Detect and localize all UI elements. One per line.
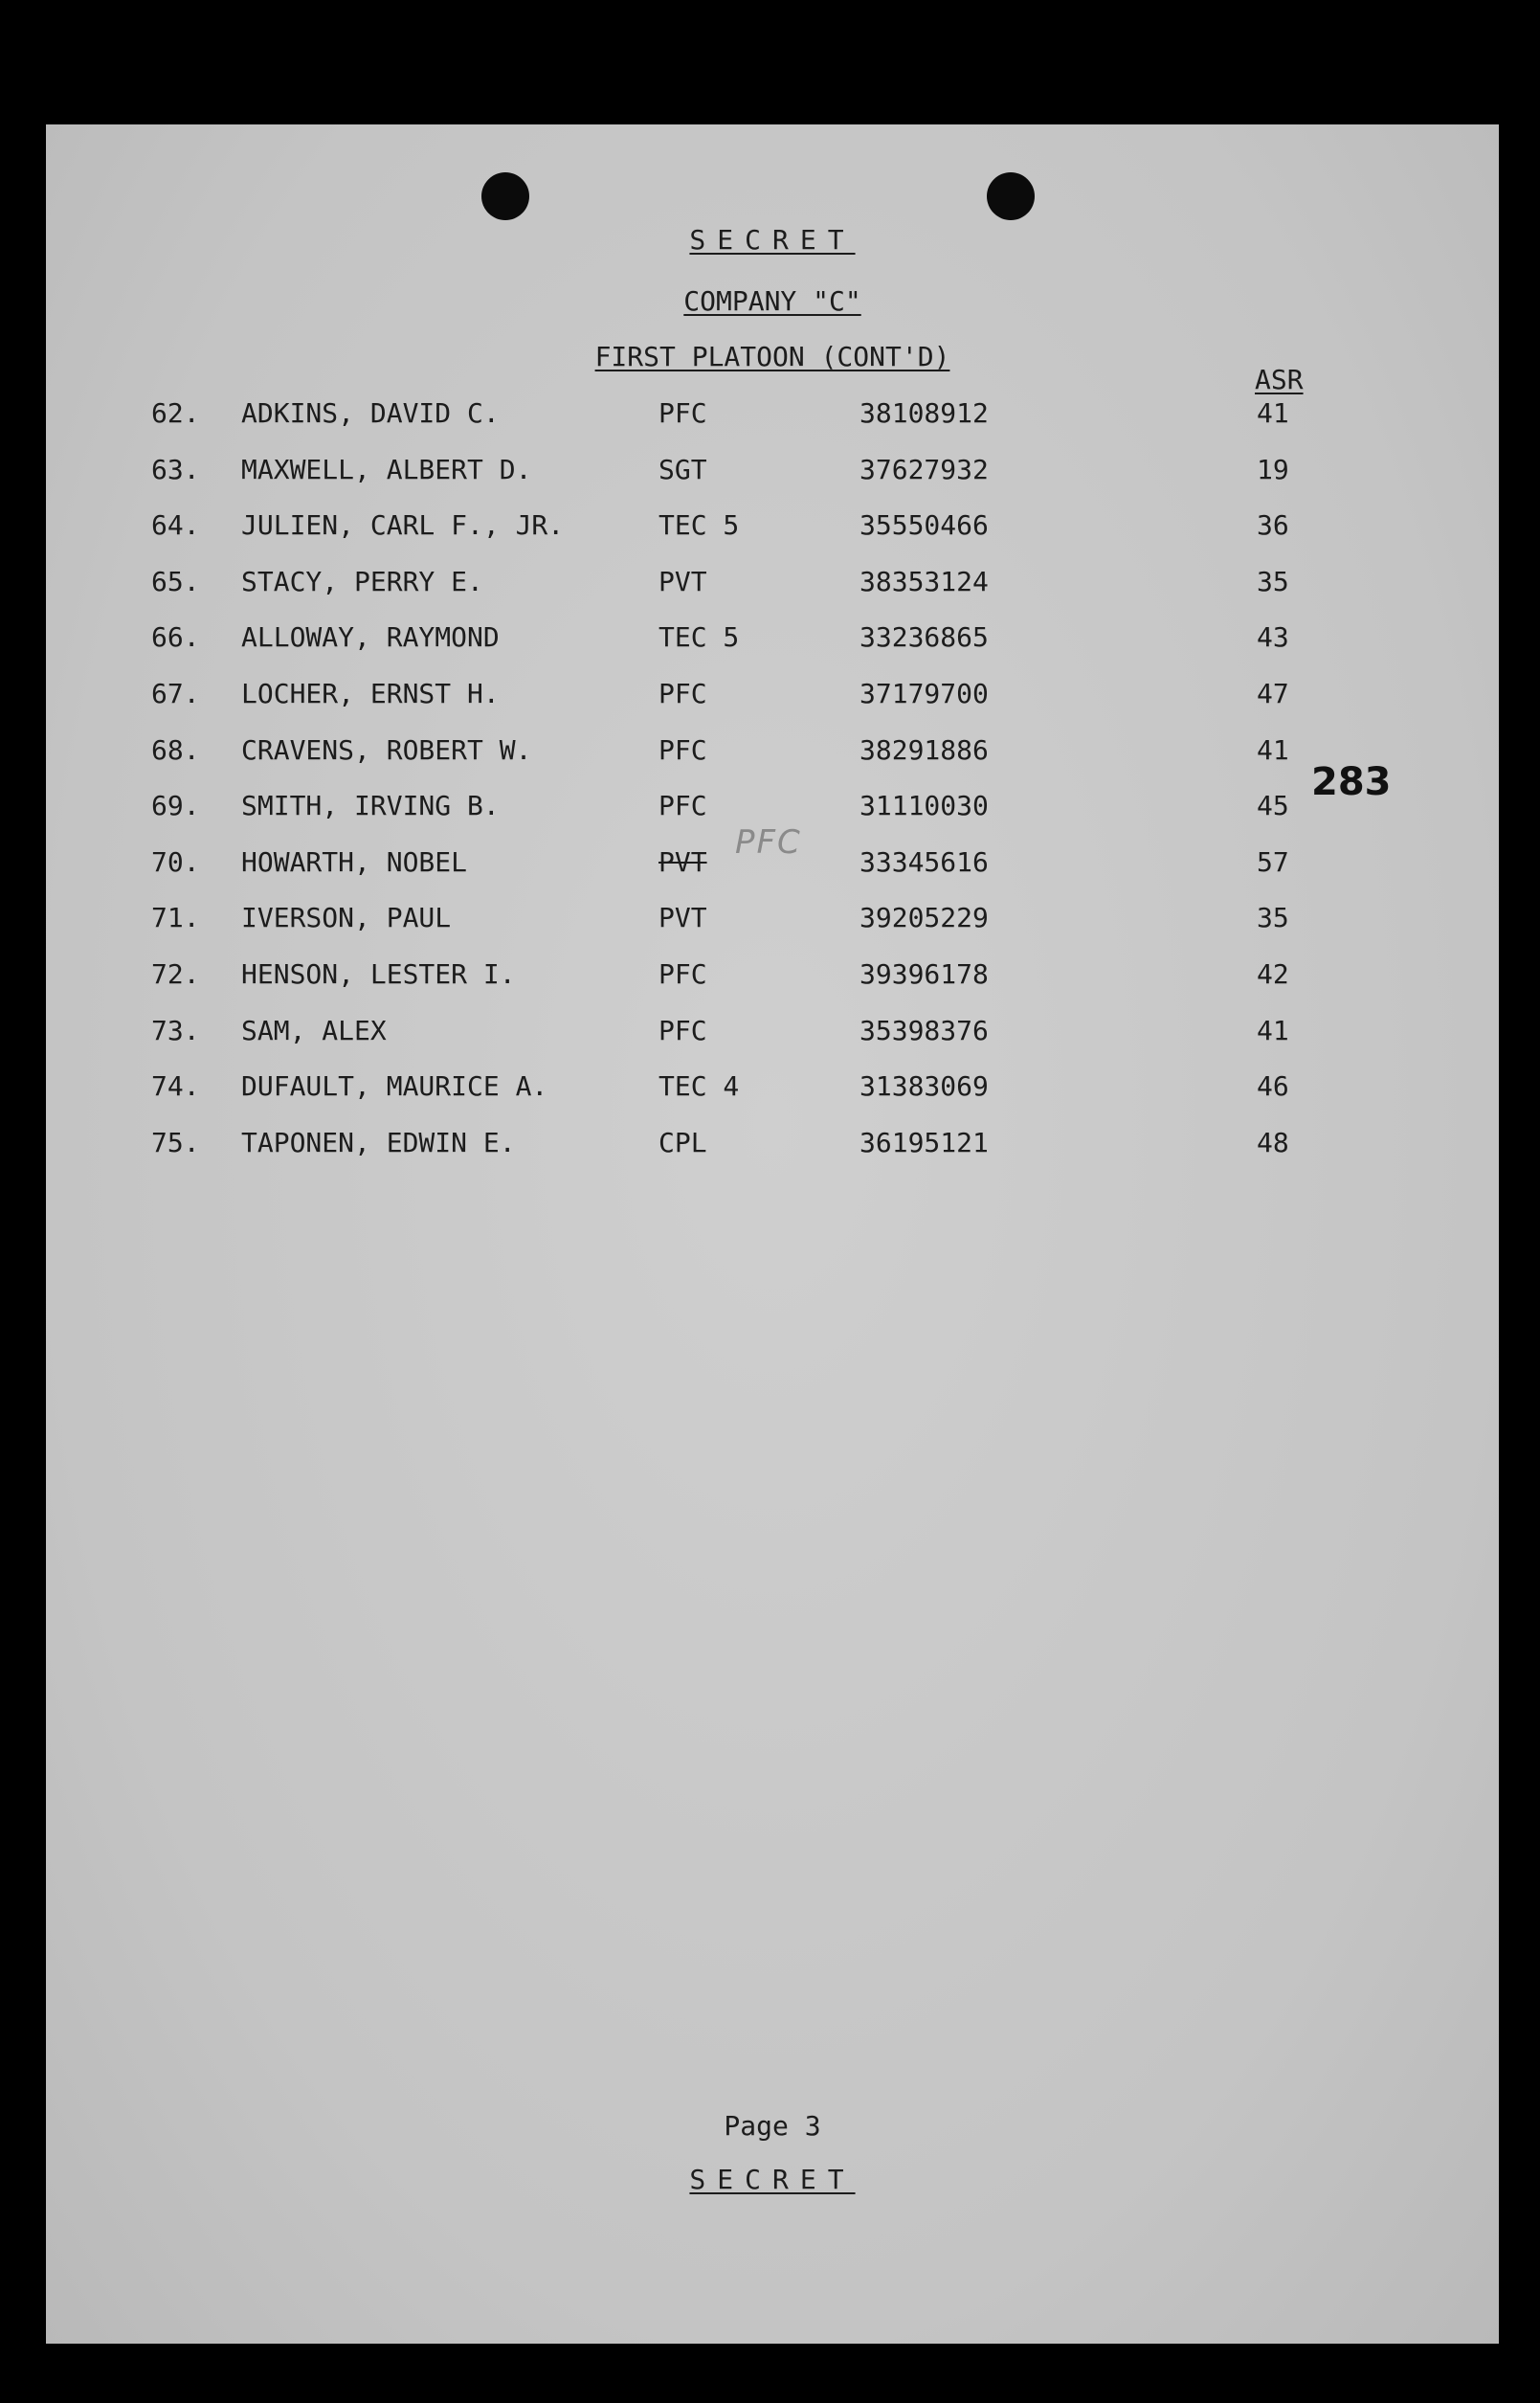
roster-row xyxy=(46,454,1499,492)
row-number: 66. xyxy=(151,621,200,653)
soldier-rank: PFC xyxy=(658,958,707,990)
page-number: Page 3 xyxy=(724,2110,821,2142)
soldier-name: CRAVENS, ROBERT W. xyxy=(241,734,532,766)
roster-row xyxy=(46,509,1499,548)
company-title: COMPANY "C" xyxy=(683,285,861,317)
row-number: 75. xyxy=(151,1127,200,1158)
asr-score: 36 xyxy=(1257,509,1289,541)
asr-score: 48 xyxy=(1257,1127,1289,1158)
asr-score: 42 xyxy=(1257,958,1289,990)
soldier-rank: CPL xyxy=(658,1127,707,1158)
punch-hole xyxy=(987,172,1035,220)
soldier-rank: PVT xyxy=(658,566,707,597)
punch-hole xyxy=(481,172,529,220)
classification-footer: SECRET xyxy=(689,2164,856,2195)
soldier-rank: SGT xyxy=(658,454,707,485)
asr-score: 19 xyxy=(1257,454,1289,485)
soldier-rank: TEC 4 xyxy=(658,1070,740,1102)
serial-number: 36195121 xyxy=(859,1127,989,1158)
platoon-title: FIRST PLATOON (CONT'D) xyxy=(594,341,950,372)
soldier-name: STACY, PERRY E. xyxy=(241,566,483,597)
asr-score: 35 xyxy=(1257,902,1289,933)
roster-row xyxy=(46,734,1499,773)
soldier-rank: PFC xyxy=(658,678,707,709)
asr-score: 41 xyxy=(1257,734,1289,766)
row-number: 72. xyxy=(151,958,200,990)
serial-number: 38108912 xyxy=(859,397,989,429)
row-number: 69. xyxy=(151,790,200,821)
serial-number: 38291886 xyxy=(859,734,989,766)
serial-number: 39205229 xyxy=(859,902,989,933)
roster-row xyxy=(46,566,1499,604)
asr-score: 47 xyxy=(1257,678,1289,709)
roster-row xyxy=(46,1127,1499,1165)
soldier-name: TAPONEN, EDWIN E. xyxy=(241,1127,516,1158)
soldier-name: DUFAULT, MAURICE A. xyxy=(241,1070,548,1102)
row-number: 68. xyxy=(151,734,200,766)
soldier-name: MAXWELL, ALBERT D. xyxy=(241,454,532,485)
asr-score: 46 xyxy=(1257,1070,1289,1102)
soldier-name: ALLOWAY, RAYMOND xyxy=(241,621,500,653)
asr-score: 41 xyxy=(1257,1015,1289,1046)
soldier-rank: PVT xyxy=(658,846,707,878)
roster-row xyxy=(46,397,1499,436)
serial-number: 33236865 xyxy=(859,621,989,653)
soldier-name: HENSON, LESTER I. xyxy=(241,958,516,990)
soldier-name: JULIEN, CARL F., JR. xyxy=(241,509,565,541)
classification-header: SECRET xyxy=(689,224,856,256)
soldier-name: LOCHER, ERNST H. xyxy=(241,678,500,709)
roster-row xyxy=(46,790,1499,828)
soldier-name: SAM, ALEX xyxy=(241,1015,387,1046)
roster-row xyxy=(46,621,1499,660)
stamped-number: 283 xyxy=(1311,760,1392,804)
soldier-rank: PFC xyxy=(658,734,707,766)
asr-score: 35 xyxy=(1257,566,1289,597)
asr-column-header: ASR xyxy=(1255,364,1304,395)
serial-number: 35550466 xyxy=(859,509,989,541)
serial-number: 39396178 xyxy=(859,958,989,990)
soldier-rank: TEC 5 xyxy=(658,509,740,541)
asr-score: 43 xyxy=(1257,621,1289,653)
row-number: 71. xyxy=(151,902,200,933)
soldier-rank: PVT xyxy=(658,902,707,933)
soldier-name: SMITH, IRVING B. xyxy=(241,790,500,821)
soldier-name: IVERSON, PAUL xyxy=(241,902,452,933)
roster-row xyxy=(46,902,1499,940)
serial-number: 33345616 xyxy=(859,846,989,878)
roster-row xyxy=(46,1015,1499,1053)
soldier-rank: PFC xyxy=(658,397,707,429)
row-number: 64. xyxy=(151,509,200,541)
row-number: 67. xyxy=(151,678,200,709)
soldier-rank: PFC xyxy=(658,790,707,821)
asr-score: 57 xyxy=(1257,846,1289,878)
row-number: 74. xyxy=(151,1070,200,1102)
soldier-rank: TEC 5 xyxy=(658,621,740,653)
serial-number: 31383069 xyxy=(859,1070,989,1102)
serial-number: 37627932 xyxy=(859,454,989,485)
soldier-name: ADKINS, DAVID C. xyxy=(241,397,500,429)
handwritten-correction: PFC xyxy=(735,823,802,862)
row-number: 70. xyxy=(151,846,200,878)
row-number: 73. xyxy=(151,1015,200,1046)
roster-row xyxy=(46,678,1499,716)
serial-number: 31110030 xyxy=(859,790,989,821)
serial-number: 35398376 xyxy=(859,1015,989,1046)
serial-number: 38353124 xyxy=(859,566,989,597)
roster-row xyxy=(46,1070,1499,1109)
row-number: 65. xyxy=(151,566,200,597)
asr-score: 45 xyxy=(1257,790,1289,821)
row-number: 63. xyxy=(151,454,200,485)
serial-number: 37179700 xyxy=(859,678,989,709)
soldier-name: HOWARTH, NOBEL xyxy=(241,846,468,878)
row-number: 62. xyxy=(151,397,200,429)
asr-score: 41 xyxy=(1257,397,1289,429)
soldier-rank: PFC xyxy=(658,1015,707,1046)
paper-sheet xyxy=(46,124,1499,2344)
roster-row xyxy=(46,958,1499,997)
